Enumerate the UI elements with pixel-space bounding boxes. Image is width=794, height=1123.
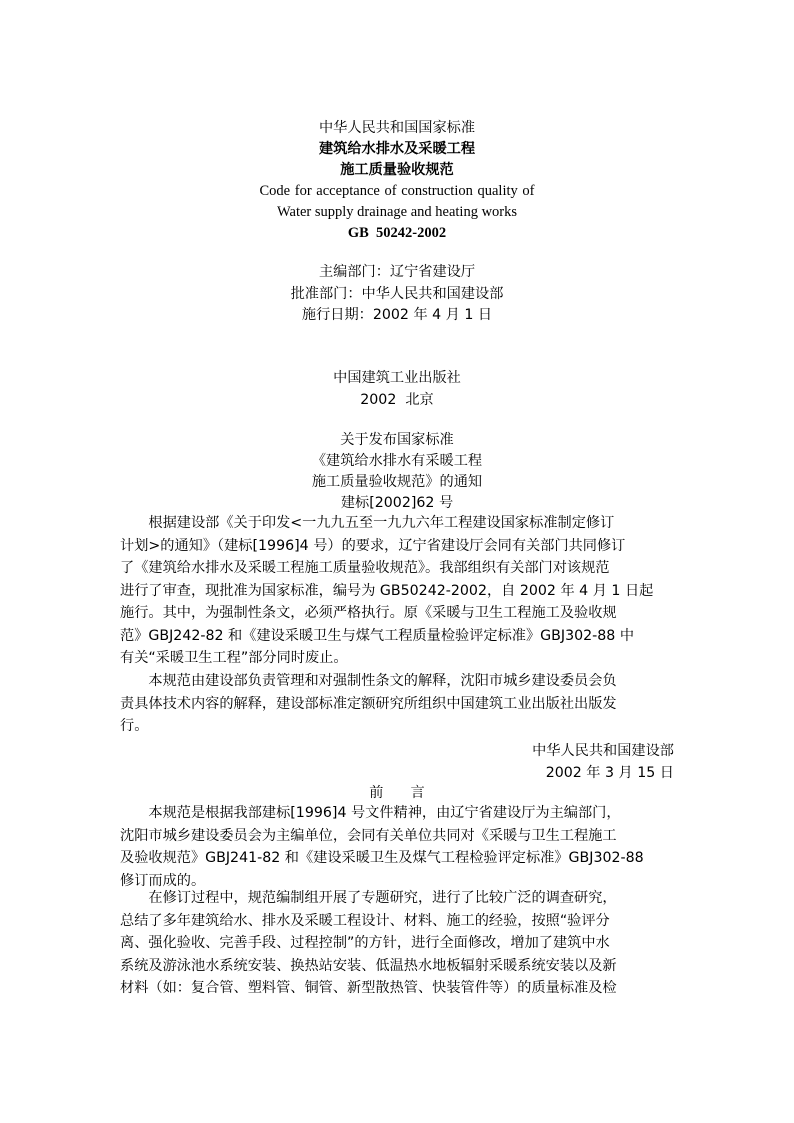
standard-title-line2: 施工质量验收规范: [340, 162, 454, 178]
text-line: 系统及游泳池水系统安装、换热站安装、低温热水地板辐射采暖系统安装以及新: [120, 957, 617, 974]
effective-date: 施行日期：2002 年 4 月 1 日: [301, 307, 493, 323]
notice-title-line2: 《建筑给水排水有采暖工程: [311, 453, 483, 469]
text-line: 在修订过程中，规范编制组开展了专题研究，进行了比较广泛的调查研究，: [148, 890, 617, 906]
notice-signer: 中华人民共和国建设部: [532, 743, 674, 759]
text-line: 范》GBJ242-82 和《建设采暖卫生与煤气工程质量检验评定标准》GBJ302-88 中: [120, 627, 635, 644]
publisher-name: 中国建筑工业出版社: [333, 370, 461, 386]
standard-category: 中华人民共和国国家标准: [318, 120, 476, 136]
preface-paragraph-2: [120, 887, 674, 1000]
notice-title-line1: 关于发布国家标准: [340, 432, 454, 448]
text-line: 修订而成的。: [120, 872, 206, 889]
text-line: 有关“采暖卫生工程”部分同时废止。: [120, 650, 348, 666]
text-line: 本规范是根据我部建标[1996]4 号文件精神，由辽宁省建设厅为主编部门，: [148, 805, 621, 821]
standard-title-line1: 建筑给水排水及采暖工程: [318, 141, 476, 157]
text-line: 根据建设部《关于印发<一九九五至一九九六年工程建设国家标准制定修订: [148, 515, 615, 531]
standard-code: GB 50242-2002: [347, 225, 447, 241]
text-line: 沈阳市城乡建设委员会为主编单位，会同有关单位共同对《采暖与卫生工程施工: [120, 827, 617, 844]
notice-title-line3: 施工质量验收规范》的通知: [311, 474, 483, 490]
publisher-place: 2002 北京: [360, 392, 434, 408]
text-line: 离、强化验收、完善手段、过程控制”的方针，进行全面修改，增加了建筑中水: [120, 935, 610, 951]
notice-paragraph-1: [120, 512, 674, 670]
approving-department: 批准部门：中华人民共和国建设部: [290, 286, 504, 302]
text-line: 总结了多年建筑给水、排水及采暖工程设计、材料、施工的经验，按照“验评分: [120, 912, 610, 929]
text-line: 责具体技术内容的解释，建设部标准定额研究所组织中国建筑工业出版社出版发: [120, 695, 617, 712]
notice-number: 建标[2002]62 号: [340, 495, 454, 511]
notice-date: 2002 年 3 月 15 日: [545, 765, 674, 781]
text-line: 计划>的通知》（建标[1996]4 号）的要求，辽宁省建设厅会同有关部门共同修订: [120, 537, 626, 554]
english-title-line1: Code for acceptance of construction quality of: [259, 183, 535, 199]
preface-heading: 前 言: [369, 785, 425, 801]
english-title-line2: Water supply drainage and heating works: [276, 204, 518, 220]
editor-department: 主编部门：辽宁省建设厅: [318, 264, 476, 280]
text-line: 施行。其中，为强制性条文，必须严格执行。原《采暖与卫生工程施工及验收规: [120, 605, 617, 621]
text-line: 行。: [120, 718, 149, 734]
text-line: 及验收规范》GBJ241-82 和《建设采暖卫生及煤气工程检验评定标准》GBJ302-88: [120, 850, 644, 866]
notice-paragraph-2: [120, 670, 674, 738]
text-line: 本规范由建设部负责管理和对强制性条文的解释，沈阳市城乡建设委员会负: [148, 673, 617, 689]
text-line: 材料（如：复合管、塑料管、铜管、新型散热管、快装管件等）的质量标准及检: [120, 980, 617, 996]
text-line: 了《建筑给水排水及采暖工程施工质量验收规范》。我部组织有关部门对该规范: [120, 560, 610, 576]
text-line: 进行了审查，现批准为国家标准，编号为 GB50242-2002，自 2002 年 4 月 1 日起: [120, 582, 654, 599]
preface-paragraph-1: [120, 802, 674, 892]
